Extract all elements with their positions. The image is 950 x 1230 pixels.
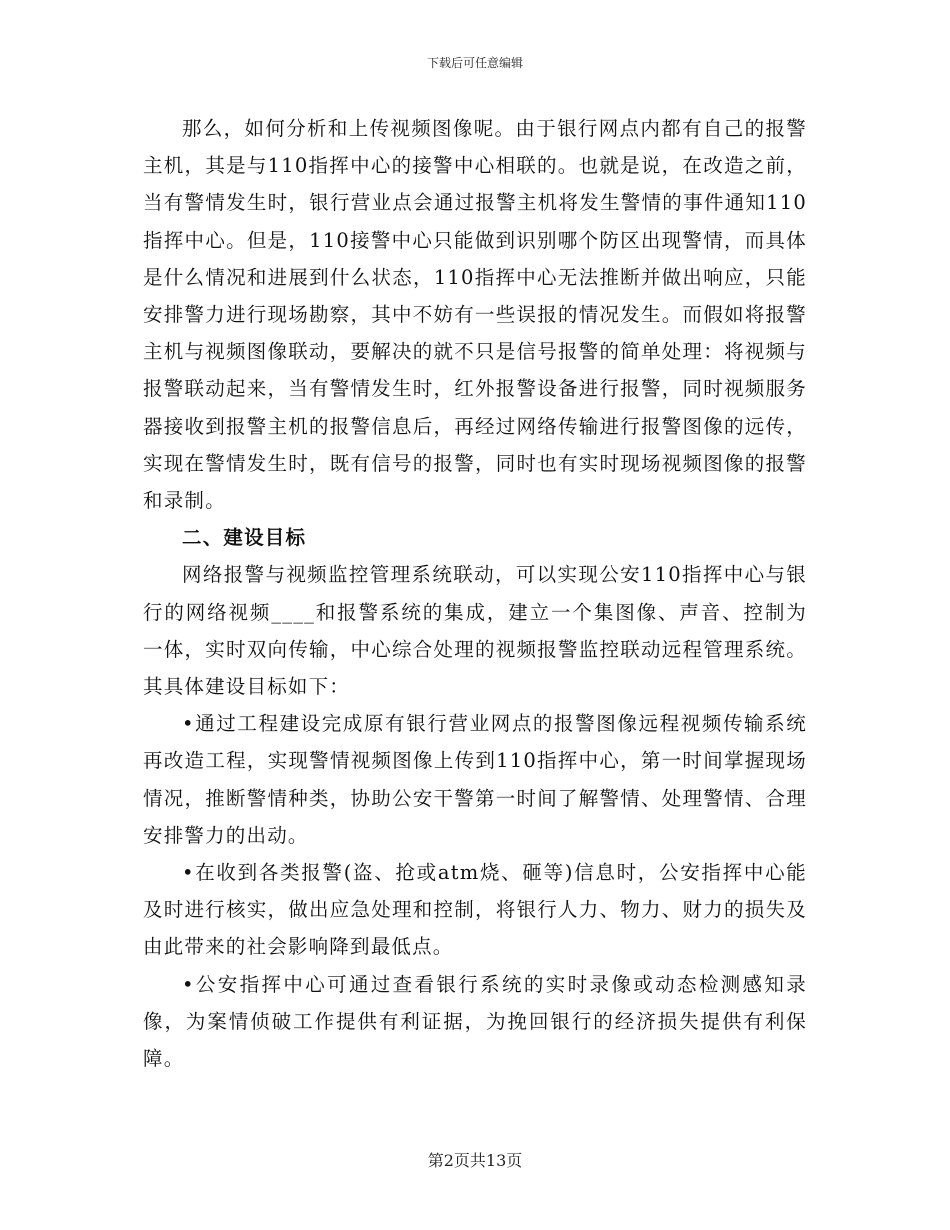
paragraph-analysis: 那么，如何分析和上传视频图像呢。由于银行网点内都有自己的报警主机，其是与110指挥中心的接警中心相联的。也就是说，在改造之前，当有警情发生时，银行营业点会通过报警主机将发生警情的事件通知110指挥中心。但是，110接警中心只能做到识别哪个防区出现警情，而具体是什么情况和进展到什么状态，110指挥中心无法推断并做出响应，只能安排警力进行现场勘察，其中不妨有一些误报的情况发生。而假如将报警主机与视频图像联动，要解决的就不只是信号报警的简单处理：将视频与报警联动起来，当有警情发生时，红外报警设备进行报警，同时视频服务器接收到报警主机的报警信息后，再经过网络传输进行报警图像的远传，实现在警情发生时，既有信号的报警，同时也有实时现场视频图像的报警和录制。	[143, 117, 807, 513]
page-footer: 第2页共13页	[427, 1151, 523, 1170]
paragraph-goals-intro: 网络报警与视频监控管理系统联动，可以实现公安110指挥中心与银行的网络视频____和报警系统的集成，建立一个集图像、声音、控制为一体，实时双向传输，中心综合处理的视频报警监控联动远程管理系统。其具体建设目标如下：	[143, 563, 807, 699]
bullet-item-1: •通过工程建设完成原有银行营业网点的报警图像远程视频传输系统再改造工程，实现警情视频图像上传到110指挥中心，第一时间掌握现场情况，推断警情种类，协助公安干警第一时间了解警情、处理警情、合理安排警力的出动。	[143, 712, 807, 847]
section-heading-goals: 二、建设目标	[182, 526, 307, 550]
bullet-item-3: •公安指挥中心可通过查看银行系统的实时录像或动态检测感知录像，为案情侦破工作提供有利证据，为挽回银行的经济损失提供有利保障。	[143, 972, 807, 1071]
bullet-item-2: •在收到各类报警(盗、抢或atm烧、砸等)信息时，公安指挥中心能及时进行核实，做出应急处理和控制，将银行人力、物力、财力的损失及由此带来的社会影响降到最低点。	[143, 861, 807, 959]
page-header: 下载后可任意编辑	[426, 56, 523, 70]
document-body	[143, 110, 807, 1077]
